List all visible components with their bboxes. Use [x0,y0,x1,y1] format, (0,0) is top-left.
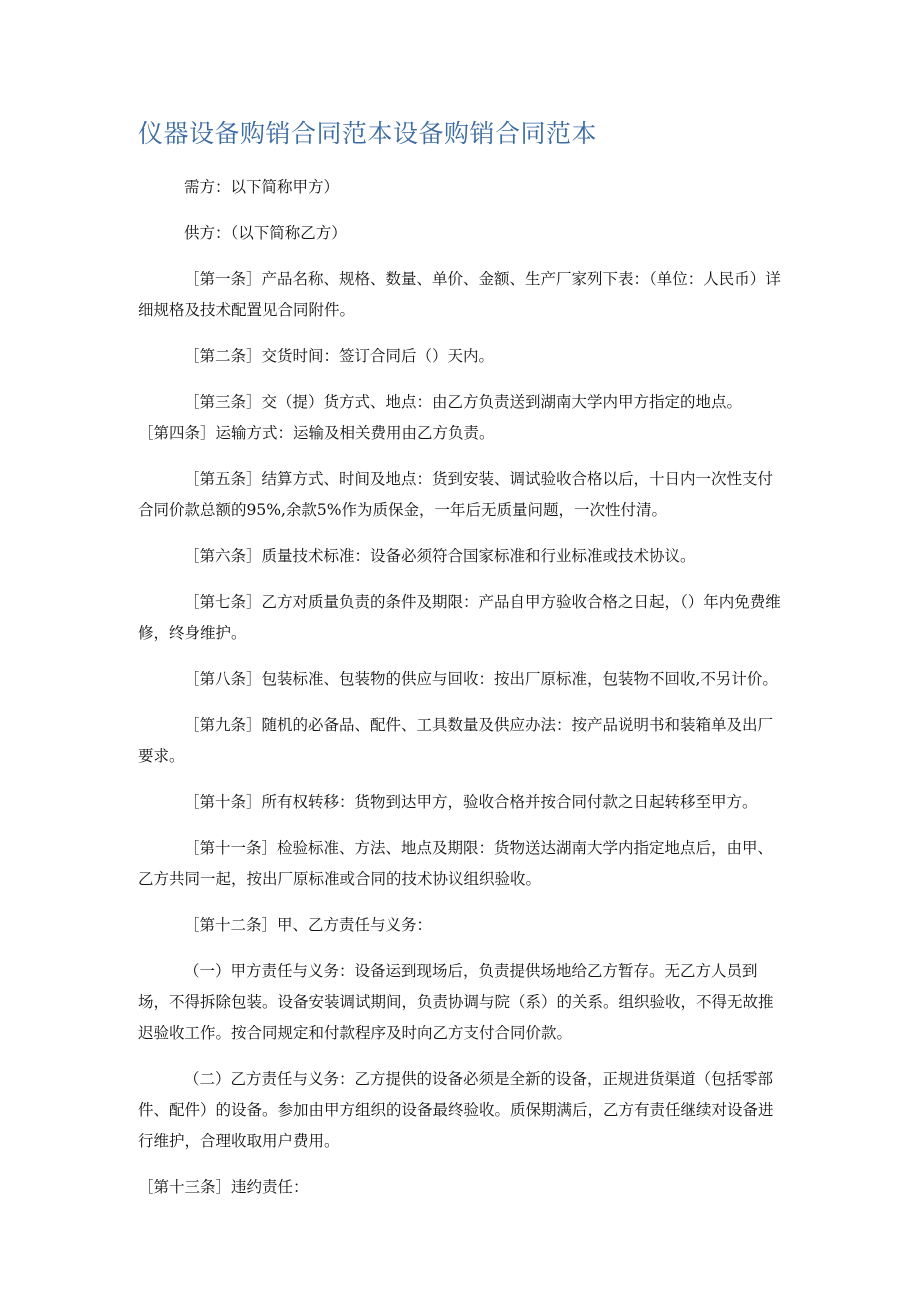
paragraph-article-3: ［第三条］交（提）货方式、地点：由乙方负责送到湖南大学内甲方指定的地点。 [184,393,743,411]
paragraph-article-12: ［第十二条］甲、乙方责任与义务： [184,916,433,934]
paragraph-party-a-duties: （一）甲方责任与义务：设备运到现场后，负责提供场地给乙方暂存。无乙方人员到场，不得拆除包装。设备安装调试期间，负责协调与院（系）的关系。组织验收，不得无故推迟验收工作。按合同规定和付款程序及时向乙方支付合同价款。 [138,962,774,1042]
paragraph-buyer: 需方：以下简称甲方） [184,178,340,196]
paragraph-seller: 供方：（以下简称乙方） [184,224,347,242]
document-body [138,172,788,1218]
paragraph-article-10: ［第十条］所有权转移：货物到达甲方，验收合格并按合同付款之日起转移至甲方。 [184,793,758,811]
paragraph-article-5: ［第五条］结算方式、时间及地点：货到安装、调试验收合格以后，十日内一次性支付合同价款总额的95%,余款5%作为质保金，一年后无质量问题，一次性付清。 [138,470,774,519]
paragraph-article-6: ［第六条］质量技术标准：设备必须符合国家标准和行业标准或技术协议。 [184,547,696,565]
paragraph-article-11: ［第十一条］检验标准、方法、地点及期限：货物送达湖南大学内指定地点后，由甲、乙方共同一起，按出厂原标准或合同的技术协议组织验收。 [138,839,774,888]
paragraph-article-9: ［第九条］随机的必备品、配件、工具数量及供应办法：按产品说明书和装箱单及出厂要求。 [138,716,774,765]
paragraph-article-2: ［第二条］交货时间：签订合同后（）天内。 [184,347,495,365]
paragraph-article-1: ［第一条］产品名称、规格、数量、单价、金额、生产厂家列下表：（单位：人民币）详细规格及技术配置见合同附件。 [138,270,781,319]
document-title: 仪器设备购销合同范本设备购销合同范本 [138,119,598,148]
paragraph-article-7: ［第七条］乙方对质量负责的条件及期限：产品自甲方验收合格之日起，（）年内免费维修，终身维护。 [138,593,781,642]
paragraph-article-8: ［第八条］包装标准、包装物的供应与回收：按出厂原标准，包装物不回收,不另计价。 [184,670,778,688]
paragraph-party-b-duties: （二）乙方责任与义务：乙方提供的设备必须是全新的设备，正规进货渠道（包括零部件、配件）的设备。参加由甲方组织的设备最终验收。质保期满后，乙方有责任继续对设备进行维护，合理收取用户费用。 [138,1070,774,1150]
paragraph-article-13: ［第十三条］违约责任： [138,1178,309,1196]
paragraph-article-4: ［第四条］运输方式：运输及相关费用由乙方负责。 [138,424,495,442]
